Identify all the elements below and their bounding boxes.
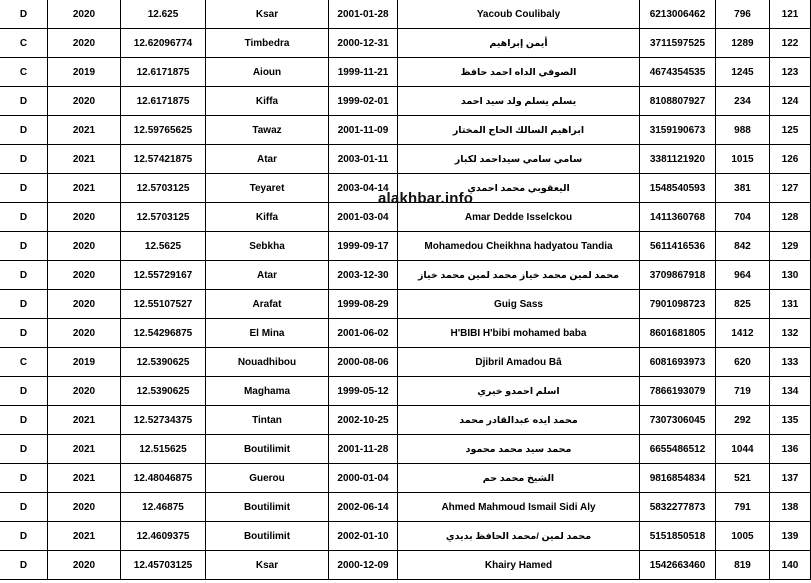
cell-year: 2021: [48, 464, 121, 493]
cell-name: يسلم يسلم ولد سيد احمد: [398, 87, 640, 116]
cell-city: Kiffa: [206, 87, 329, 116]
cell-number: 521: [716, 464, 770, 493]
cell-nni: 3159190673: [640, 116, 716, 145]
cell-score: 12.52734375: [121, 406, 206, 435]
cell-score: 12.6171875: [121, 87, 206, 116]
cell-rank: 122: [770, 29, 811, 58]
cell-year: 2020: [48, 493, 121, 522]
cell-score: 12.6171875: [121, 58, 206, 87]
cell-number: 234: [716, 87, 770, 116]
cell-score: 12.46875: [121, 493, 206, 522]
cell-number: 381: [716, 174, 770, 203]
cell-year: 2020: [48, 232, 121, 261]
cell-year: 2020: [48, 203, 121, 232]
cell-score: 12.48046875: [121, 464, 206, 493]
cell-serie: D: [0, 232, 48, 261]
table-row: [0, 0, 811, 29]
cell-year: 2019: [48, 348, 121, 377]
cell-name: Guig Sass: [398, 290, 640, 319]
cell-nni: 6213006462: [640, 0, 716, 29]
cell-rank: 128: [770, 203, 811, 232]
cell-year: 2021: [48, 435, 121, 464]
cell-year: 2020: [48, 377, 121, 406]
cell-nni: 6655486512: [640, 435, 716, 464]
cell-city: Tawaz: [206, 116, 329, 145]
cell-serie: C: [0, 29, 48, 58]
cell-nni: 7901098723: [640, 290, 716, 319]
cell-rank: 134: [770, 377, 811, 406]
table-row: [0, 435, 811, 464]
cell-nni: 1542663460: [640, 551, 716, 580]
cell-rank: 138: [770, 493, 811, 522]
cell-birth-date: 1999-08-29: [329, 290, 398, 319]
cell-year: 2021: [48, 145, 121, 174]
cell-number: 719: [716, 377, 770, 406]
cell-city: Teyaret: [206, 174, 329, 203]
cell-score: 12.57421875: [121, 145, 206, 174]
table-row: [0, 87, 811, 116]
cell-nni: 5611416536: [640, 232, 716, 261]
cell-city: Sebkha: [206, 232, 329, 261]
cell-rank: 132: [770, 319, 811, 348]
cell-nni: 3381121920: [640, 145, 716, 174]
cell-rank: 135: [770, 406, 811, 435]
cell-number: 825: [716, 290, 770, 319]
cell-score: 12.5625: [121, 232, 206, 261]
table-row: [0, 261, 811, 290]
cell-birth-date: 2003-01-11: [329, 145, 398, 174]
table-row: [0, 406, 811, 435]
cell-name: سامي سامي سيداحمد لكبار: [398, 145, 640, 174]
cell-serie: D: [0, 377, 48, 406]
cell-birth-date: 1999-09-17: [329, 232, 398, 261]
cell-serie: C: [0, 348, 48, 377]
cell-name: Djibril Amadou Bâ: [398, 348, 640, 377]
table-row: [0, 493, 811, 522]
cell-nni: 7307306045: [640, 406, 716, 435]
cell-nni: 4674354535: [640, 58, 716, 87]
cell-year: 2021: [48, 174, 121, 203]
cell-city: Arafat: [206, 290, 329, 319]
cell-name: محمد لمين محمد خياز محمد لمين محمد خياز: [398, 261, 640, 290]
cell-city: Atar: [206, 145, 329, 174]
cell-rank: 121: [770, 0, 811, 29]
table-row: [0, 290, 811, 319]
cell-score: 12.54296875: [121, 319, 206, 348]
table-row: [0, 348, 811, 377]
cell-year: 2021: [48, 522, 121, 551]
cell-city: Boutilimit: [206, 435, 329, 464]
cell-name: H'BIBI H'bibi mohamed baba: [398, 319, 640, 348]
cell-year: 2020: [48, 290, 121, 319]
cell-number: 1245: [716, 58, 770, 87]
cell-city: Ksar: [206, 551, 329, 580]
cell-year: 2021: [48, 406, 121, 435]
cell-city: Boutilimit: [206, 522, 329, 551]
cell-year: 2020: [48, 87, 121, 116]
cell-nni: 1411360768: [640, 203, 716, 232]
cell-serie: D: [0, 174, 48, 203]
cell-rank: 139: [770, 522, 811, 551]
cell-birth-date: 2000-12-31: [329, 29, 398, 58]
cell-city: Tintan: [206, 406, 329, 435]
cell-birth-date: 2001-01-28: [329, 0, 398, 29]
cell-nni: 9816854834: [640, 464, 716, 493]
cell-city: Kiffa: [206, 203, 329, 232]
cell-number: 620: [716, 348, 770, 377]
cell-serie: D: [0, 0, 48, 29]
cell-city: Atar: [206, 261, 329, 290]
cell-name: Mohamedou Cheikhna hadyatou Tandia: [398, 232, 640, 261]
cell-serie: C: [0, 58, 48, 87]
cell-name: أيمن إبراهيم: [398, 29, 640, 58]
table-row: [0, 377, 811, 406]
cell-number: 1044: [716, 435, 770, 464]
cell-city: Maghama: [206, 377, 329, 406]
cell-birth-date: 2002-01-10: [329, 522, 398, 551]
watermark: alakhbar.info: [378, 190, 474, 207]
table-row: [0, 319, 811, 348]
cell-rank: 129: [770, 232, 811, 261]
cell-birth-date: 2001-11-09: [329, 116, 398, 145]
cell-birth-date: 2002-10-25: [329, 406, 398, 435]
cell-serie: D: [0, 261, 48, 290]
cell-number: 842: [716, 232, 770, 261]
cell-score: 12.5703125: [121, 174, 206, 203]
cell-serie: D: [0, 87, 48, 116]
cell-name: Yacoub Coulibaly: [398, 0, 640, 29]
cell-nni: 8601681805: [640, 319, 716, 348]
cell-number: 1015: [716, 145, 770, 174]
table-row: [0, 29, 811, 58]
cell-birth-date: 1999-05-12: [329, 377, 398, 406]
cell-birth-date: 2001-11-28: [329, 435, 398, 464]
cell-nni: 3709867918: [640, 261, 716, 290]
cell-number: 796: [716, 0, 770, 29]
cell-score: 12.62096774: [121, 29, 206, 58]
cell-rank: 127: [770, 174, 811, 203]
cell-birth-date: 2001-03-04: [329, 203, 398, 232]
cell-number: 988: [716, 116, 770, 145]
cell-birth-date: 2000-01-04: [329, 464, 398, 493]
cell-score: 12.4609375: [121, 522, 206, 551]
cell-rank: 140: [770, 551, 811, 580]
cell-rank: 131: [770, 290, 811, 319]
cell-serie: D: [0, 435, 48, 464]
cell-number: 704: [716, 203, 770, 232]
cell-score: 12.5390625: [121, 348, 206, 377]
cell-birth-date: 1999-02-01: [329, 87, 398, 116]
cell-serie: D: [0, 319, 48, 348]
cell-serie: D: [0, 203, 48, 232]
cell-birth-date: 2002-06-14: [329, 493, 398, 522]
cell-birth-date: 2000-08-06: [329, 348, 398, 377]
cell-birth-date: 2003-04-14: [329, 174, 398, 203]
cell-serie: D: [0, 290, 48, 319]
cell-nni: 7866193079: [640, 377, 716, 406]
cell-year: 2020: [48, 0, 121, 29]
cell-nni: 3711597525: [640, 29, 716, 58]
cell-city: Aioun: [206, 58, 329, 87]
cell-nni: 6081693973: [640, 348, 716, 377]
cell-name: Khairy Hamed: [398, 551, 640, 580]
cell-serie: D: [0, 116, 48, 145]
cell-number: 819: [716, 551, 770, 580]
cell-nni: 5151850518: [640, 522, 716, 551]
table-row: [0, 551, 811, 580]
cell-rank: 124: [770, 87, 811, 116]
cell-city: Nouadhibou: [206, 348, 329, 377]
cell-rank: 133: [770, 348, 811, 377]
cell-city: Ksar: [206, 0, 329, 29]
cell-score: 12.625: [121, 0, 206, 29]
cell-city: Guerou: [206, 464, 329, 493]
cell-score: 12.59765625: [121, 116, 206, 145]
cell-name: محمد سيد محمد محمود: [398, 435, 640, 464]
cell-rank: 136: [770, 435, 811, 464]
cell-number: 292: [716, 406, 770, 435]
cell-year: 2020: [48, 29, 121, 58]
cell-nni: 8108807927: [640, 87, 716, 116]
cell-birth-date: 1999-11-21: [329, 58, 398, 87]
cell-rank: 130: [770, 261, 811, 290]
cell-name: اليعقوبي محمد احمدي: [398, 174, 640, 203]
cell-serie: D: [0, 551, 48, 580]
cell-serie: D: [0, 406, 48, 435]
cell-score: 12.55729167: [121, 261, 206, 290]
cell-rank: 125: [770, 116, 811, 145]
cell-year: 2020: [48, 551, 121, 580]
cell-number: 791: [716, 493, 770, 522]
cell-birth-date: 2003-12-30: [329, 261, 398, 290]
cell-number: 1289: [716, 29, 770, 58]
table-row: [0, 145, 811, 174]
cell-nni: 5832277873: [640, 493, 716, 522]
cell-city: El Mina: [206, 319, 329, 348]
cell-number: 1412: [716, 319, 770, 348]
cell-serie: D: [0, 464, 48, 493]
cell-score: 12.5703125: [121, 203, 206, 232]
cell-score: 12.515625: [121, 435, 206, 464]
cell-name: محمد لمين /محمد الحافظ بديدي: [398, 522, 640, 551]
cell-year: 2020: [48, 319, 121, 348]
cell-year: 2021: [48, 116, 121, 145]
cell-year: 2019: [48, 58, 121, 87]
cell-rank: 123: [770, 58, 811, 87]
cell-name: محمد ايده عبدالقادر محمد: [398, 406, 640, 435]
cell-rank: 126: [770, 145, 811, 174]
cell-name: Amar Dedde Isselckou: [398, 203, 640, 232]
cell-nni: 1548540593: [640, 174, 716, 203]
cell-serie: D: [0, 145, 48, 174]
cell-birth-date: 2000-12-09: [329, 551, 398, 580]
cell-score: 12.5390625: [121, 377, 206, 406]
cell-number: 964: [716, 261, 770, 290]
cell-birth-date: 2001-06-02: [329, 319, 398, 348]
table-row: [0, 464, 811, 493]
cell-rank: 137: [770, 464, 811, 493]
table-row: [0, 203, 811, 232]
table-row: [0, 116, 811, 145]
cell-year: 2020: [48, 261, 121, 290]
cell-serie: D: [0, 522, 48, 551]
cell-name: الصوفي الداه احمد حافظ: [398, 58, 640, 87]
table-row: [0, 58, 811, 87]
cell-score: 12.45703125: [121, 551, 206, 580]
cell-name: Ahmed Mahmoud Ismail Sidi Aly: [398, 493, 640, 522]
table-row: [0, 522, 811, 551]
cell-city: Boutilimit: [206, 493, 329, 522]
cell-name: الشيخ محمد حم: [398, 464, 640, 493]
cell-serie: D: [0, 493, 48, 522]
cell-number: 1005: [716, 522, 770, 551]
table-row: [0, 174, 811, 203]
cell-score: 12.55107527: [121, 290, 206, 319]
table-row: [0, 232, 811, 261]
cell-city: Timbedra: [206, 29, 329, 58]
cell-name: ابراهيم السالك الحاج المختار: [398, 116, 640, 145]
cell-name: اسلم احمدو خيري: [398, 377, 640, 406]
